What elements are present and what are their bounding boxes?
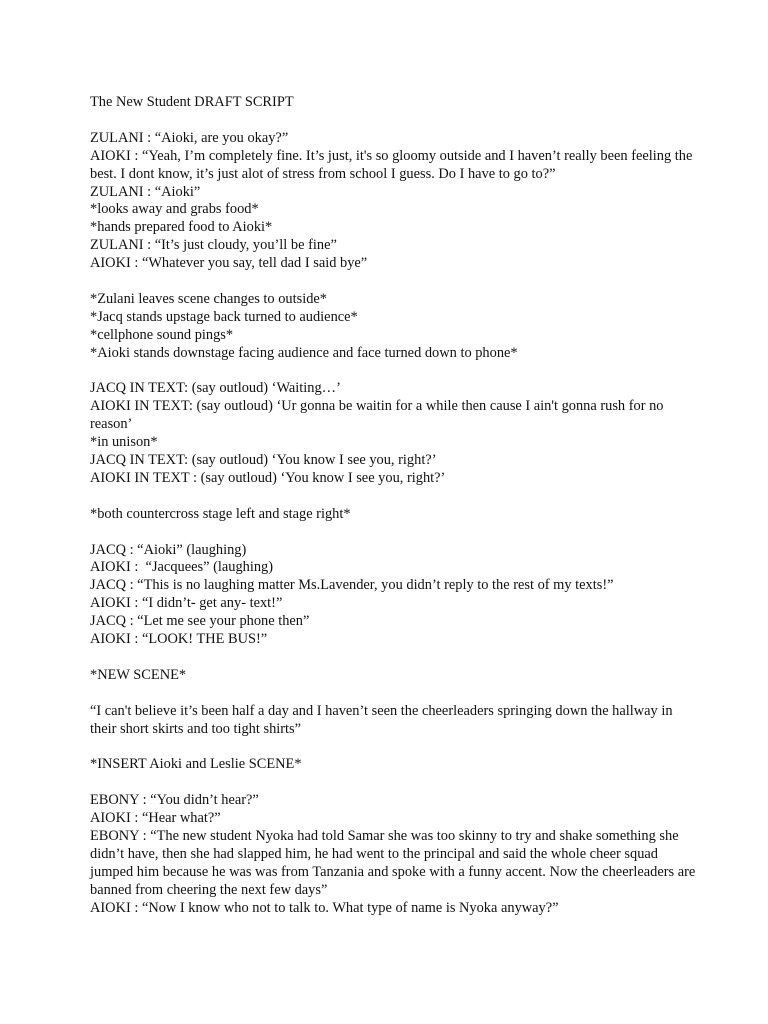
blank-line [90,739,700,757]
blank-line [90,774,700,792]
script-line: *Jacq stands upstage back turned to audience* [90,308,358,325]
script-line: AIOKI : “LOOK! THE BUS!” [90,631,268,648]
script-line: *NEW SCENE* [90,666,187,683]
script-line: EBONY : “You didn’t hear?” [90,792,259,809]
blank-line [90,273,700,291]
script-line: *looks away and grabs food* [90,201,259,218]
script-line: “I can't believe it’s been half a day and I haven’t seen the cheerleaders springing down the hallway in their short skirts and too tight shirts” [90,702,677,737]
script-line: EBONY : “The new student Nyoka had told Samar she was too skinny to try and shake something she didn’t have, then she had slapped him, he had went to the principal and said the whole cheer squad jumped him because he was was from Tanzania and spoke with a funny accent. Now the cheerleaders are banned from cheering the next few days” [90,828,699,898]
script-line: *INSERT Aioki and Leslie SCENE* [90,756,302,773]
script-line: *in unison* [90,434,158,451]
script-line: JACQ : “Let me see your phone then” [90,613,310,630]
script-line: ZULANI : “Aioki, are you okay?” [90,129,289,146]
script-line: *cellphone sound pings* [90,326,234,343]
script-line: *Zulani leaves scene changes to outside* [90,290,327,307]
script-line: ZULANI : “Aioki” [90,183,201,200]
script-line: ZULANI : “It’s just cloudy, you’ll be fine” [90,237,337,254]
blank-line [90,363,700,381]
blank-line [90,524,700,542]
script-line: *hands prepared food to Aioki* [90,219,273,236]
script-line: AIOKI : “I didn’t- get any- text!” [90,595,283,612]
script-line: AIOKI : “Hear what?” [90,810,221,827]
script-page [90,94,700,918]
document-title: The New Student DRAFT SCRIPT [90,94,294,110]
script-line: AIOKI : “Whatever you say, tell dad I said bye” [90,255,368,272]
script-line: JACQ : “This is no laughing matter Ms.Lavender, you didn’t reply to the rest of my texts!” [90,577,614,594]
script-line: JACQ IN TEXT: (say outloud) ‘You know I see you, right?’ [90,452,437,469]
blank-line [90,488,700,506]
script-body [90,130,700,918]
blank-line [90,112,700,130]
script-line: *both countercross stage left and stage right* [90,505,351,522]
script-line: AIOKI IN TEXT : (say outloud) ‘You know I see you, right?’ [90,469,446,486]
script-line: AIOKI : “Yeah, I’m completely fine. It’s just, it's so gloomy outside and I haven’t really been feeling the best. I dont know, it’s just alot of stress from school I guess. Do I have to go to?” [90,147,696,182]
blank-line [90,685,700,703]
blank-line [90,649,700,667]
script-line: *Aioki stands downstage facing audience and face turned down to phone* [90,344,518,361]
script-line: AIOKI : “Now I know who not to talk to. What type of name is Nyoka anyway?” [90,899,559,916]
script-line: JACQ : “Aioki” (laughing) [90,541,247,558]
script-line: AIOKI IN TEXT: (say outloud) ‘Ur gonna be waitin for a while then cause I ain't gonna rush for no reason’ [90,398,668,433]
script-line: AIOKI : “Jacquees” (laughing) [90,559,274,576]
script-line: JACQ IN TEXT: (say outloud) ‘Waiting…’ [90,380,341,397]
